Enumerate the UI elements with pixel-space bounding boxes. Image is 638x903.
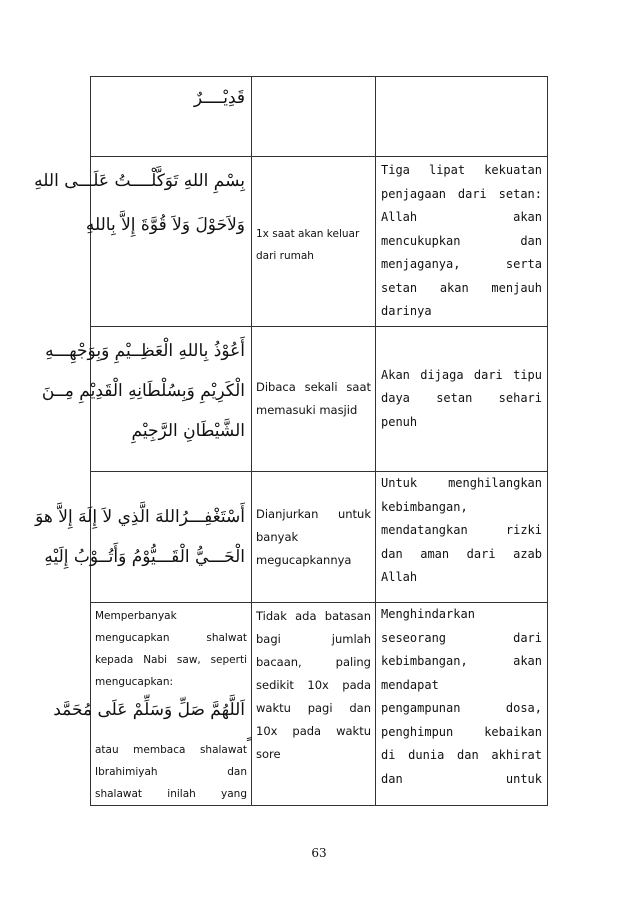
usage-line: 1x saat akan keluar bbox=[256, 227, 360, 240]
benefit-line: kebimbangan, akan bbox=[381, 654, 542, 668]
usage-cell bbox=[252, 77, 376, 157]
arabic-line: الْكَرِيْمِ وَبِسُلْطَانِهِ الْقَدِيْمِ مِــنَ bbox=[41, 381, 245, 401]
shalawat-outro-line: shalawat inilah yang bbox=[95, 788, 247, 800]
benefit-line: mencukupkan dan bbox=[381, 233, 542, 248]
page-number: 63 bbox=[311, 846, 327, 860]
benefit-line: penuh bbox=[381, 414, 418, 429]
benefit-cell bbox=[376, 603, 548, 806]
benefit-line: dan untuk bbox=[381, 771, 542, 786]
arabic-text-cell bbox=[34, 157, 252, 327]
usage-line: sore bbox=[256, 747, 281, 761]
usage-line: Dibaca sekali saat bbox=[256, 380, 371, 394]
table-row bbox=[91, 472, 548, 603]
usage-line: banyak bbox=[256, 529, 299, 544]
shalawat-intro-line: mengucapkan shalwat bbox=[95, 632, 247, 644]
usage-line: dari rumah bbox=[256, 249, 314, 262]
usage-line: memasuki masjid bbox=[256, 403, 358, 417]
benefit-line: mendapat bbox=[381, 677, 439, 692]
table-row bbox=[91, 157, 548, 327]
benefit-cell bbox=[376, 327, 548, 472]
benefit-line: dan aman dari azab bbox=[381, 546, 542, 561]
arabic-line: أَعُوْذُ بِاللهِ الْعَظِــيْمِ وَبِوَجْهِـــهِ bbox=[45, 341, 245, 361]
usage-line: Tidak ada batasan bbox=[256, 609, 371, 623]
arabic-line bbox=[97, 725, 245, 739]
benefit-line: Akan dijaga dari tipu bbox=[381, 367, 542, 382]
usage-line: megucapkannya bbox=[256, 552, 352, 567]
benefit-cell bbox=[376, 157, 548, 327]
benefit-line: darinya bbox=[381, 304, 432, 318]
arabic-text-cell bbox=[41, 327, 252, 472]
usage-line: bagi jumlah bbox=[256, 632, 371, 646]
benefit-line: setan akan menjauh bbox=[381, 280, 542, 295]
usage-line: 10x pada waktu bbox=[256, 724, 371, 738]
benefit-line: Tiga lipat kekuatan bbox=[381, 163, 542, 177]
benefit-line: pengampunan dosa, bbox=[381, 701, 542, 715]
benefit-line: kebimbangan, bbox=[381, 499, 468, 514]
benefit-line: Allah bbox=[381, 570, 418, 584]
shalawat-outro-line: atau membaca shalawat bbox=[95, 744, 247, 756]
shalawat-intro-line: Memperbanyak bbox=[95, 610, 177, 622]
usage-line: Dianjurkan untuk bbox=[256, 506, 371, 521]
usage-cell bbox=[252, 327, 376, 472]
usage-cell bbox=[252, 472, 376, 603]
benefit-cell bbox=[376, 472, 548, 603]
usage-cell bbox=[252, 157, 376, 327]
arabic-line: بِسْمِ اللهِ تَوَكَّلْــــتُ عَلَـــى اللهِ bbox=[34, 171, 245, 191]
arabic-line: وَلاَحَوْلَ وَلاَ قُوَّةَ إِلاَّ بِاللهِ bbox=[85, 215, 245, 235]
table-row bbox=[91, 327, 548, 472]
table-row bbox=[91, 603, 548, 806]
table-row bbox=[91, 77, 548, 157]
arabic-line: الْحَـــيُّ الْقَـــيُّوْمُ وَأَتُــوْبُ إِلَيْهِ bbox=[44, 547, 245, 567]
benefit-line: Untuk menghilangkan bbox=[381, 476, 542, 490]
arabic-text-cell bbox=[35, 472, 252, 603]
shalawat-outro-line: Ibrahimiyah dan bbox=[95, 766, 247, 778]
benefit-line: penghimpun kebaikan bbox=[381, 724, 542, 739]
usage-line: bacaan, paling bbox=[256, 655, 371, 669]
benefit-line: menjaganya, serta bbox=[381, 257, 542, 271]
shalawat-intro-line: kepada Nabi saw, seperti bbox=[95, 654, 247, 666]
benefit-line: mendatangkan rizki bbox=[381, 523, 542, 537]
arabic-line: الشَّيْطَانِ الرَّجِيْمِ bbox=[131, 421, 245, 441]
benefit-line: Menghindarkan bbox=[381, 607, 475, 621]
usage-line: sedikit 10x pada bbox=[256, 678, 371, 692]
arabic-text-cell bbox=[91, 77, 252, 157]
benefit-cell bbox=[376, 77, 548, 157]
arabic-line: أَسْتَغْفِـــرُاللهَ الَّذِي لاَ إِلَهَ إِلاَّ هوَ bbox=[35, 507, 245, 527]
benefit-line: Allah akan bbox=[381, 210, 542, 224]
usage-cell bbox=[252, 603, 376, 806]
dhikr-table bbox=[34, 76, 548, 806]
benefit-line: penjagaan dari setan: bbox=[381, 186, 542, 201]
usage-line: waktu pagi dan bbox=[256, 701, 371, 715]
benefit-line: daya setan sehari bbox=[381, 391, 542, 406]
shalawat-intro-line: mengucapkan: bbox=[95, 676, 174, 688]
benefit-line: seseorang dari bbox=[381, 630, 542, 645]
shalawat-cell bbox=[53, 603, 252, 806]
arabic-line: قَدِيْــــرٌ bbox=[193, 88, 245, 108]
arabic-line: اَللَّهُمَّ صَلِّ وَسَلِّمْ عَلَى مُحَمَّد bbox=[53, 700, 245, 720]
benefit-line: di dunia dan akhirat bbox=[381, 748, 542, 762]
